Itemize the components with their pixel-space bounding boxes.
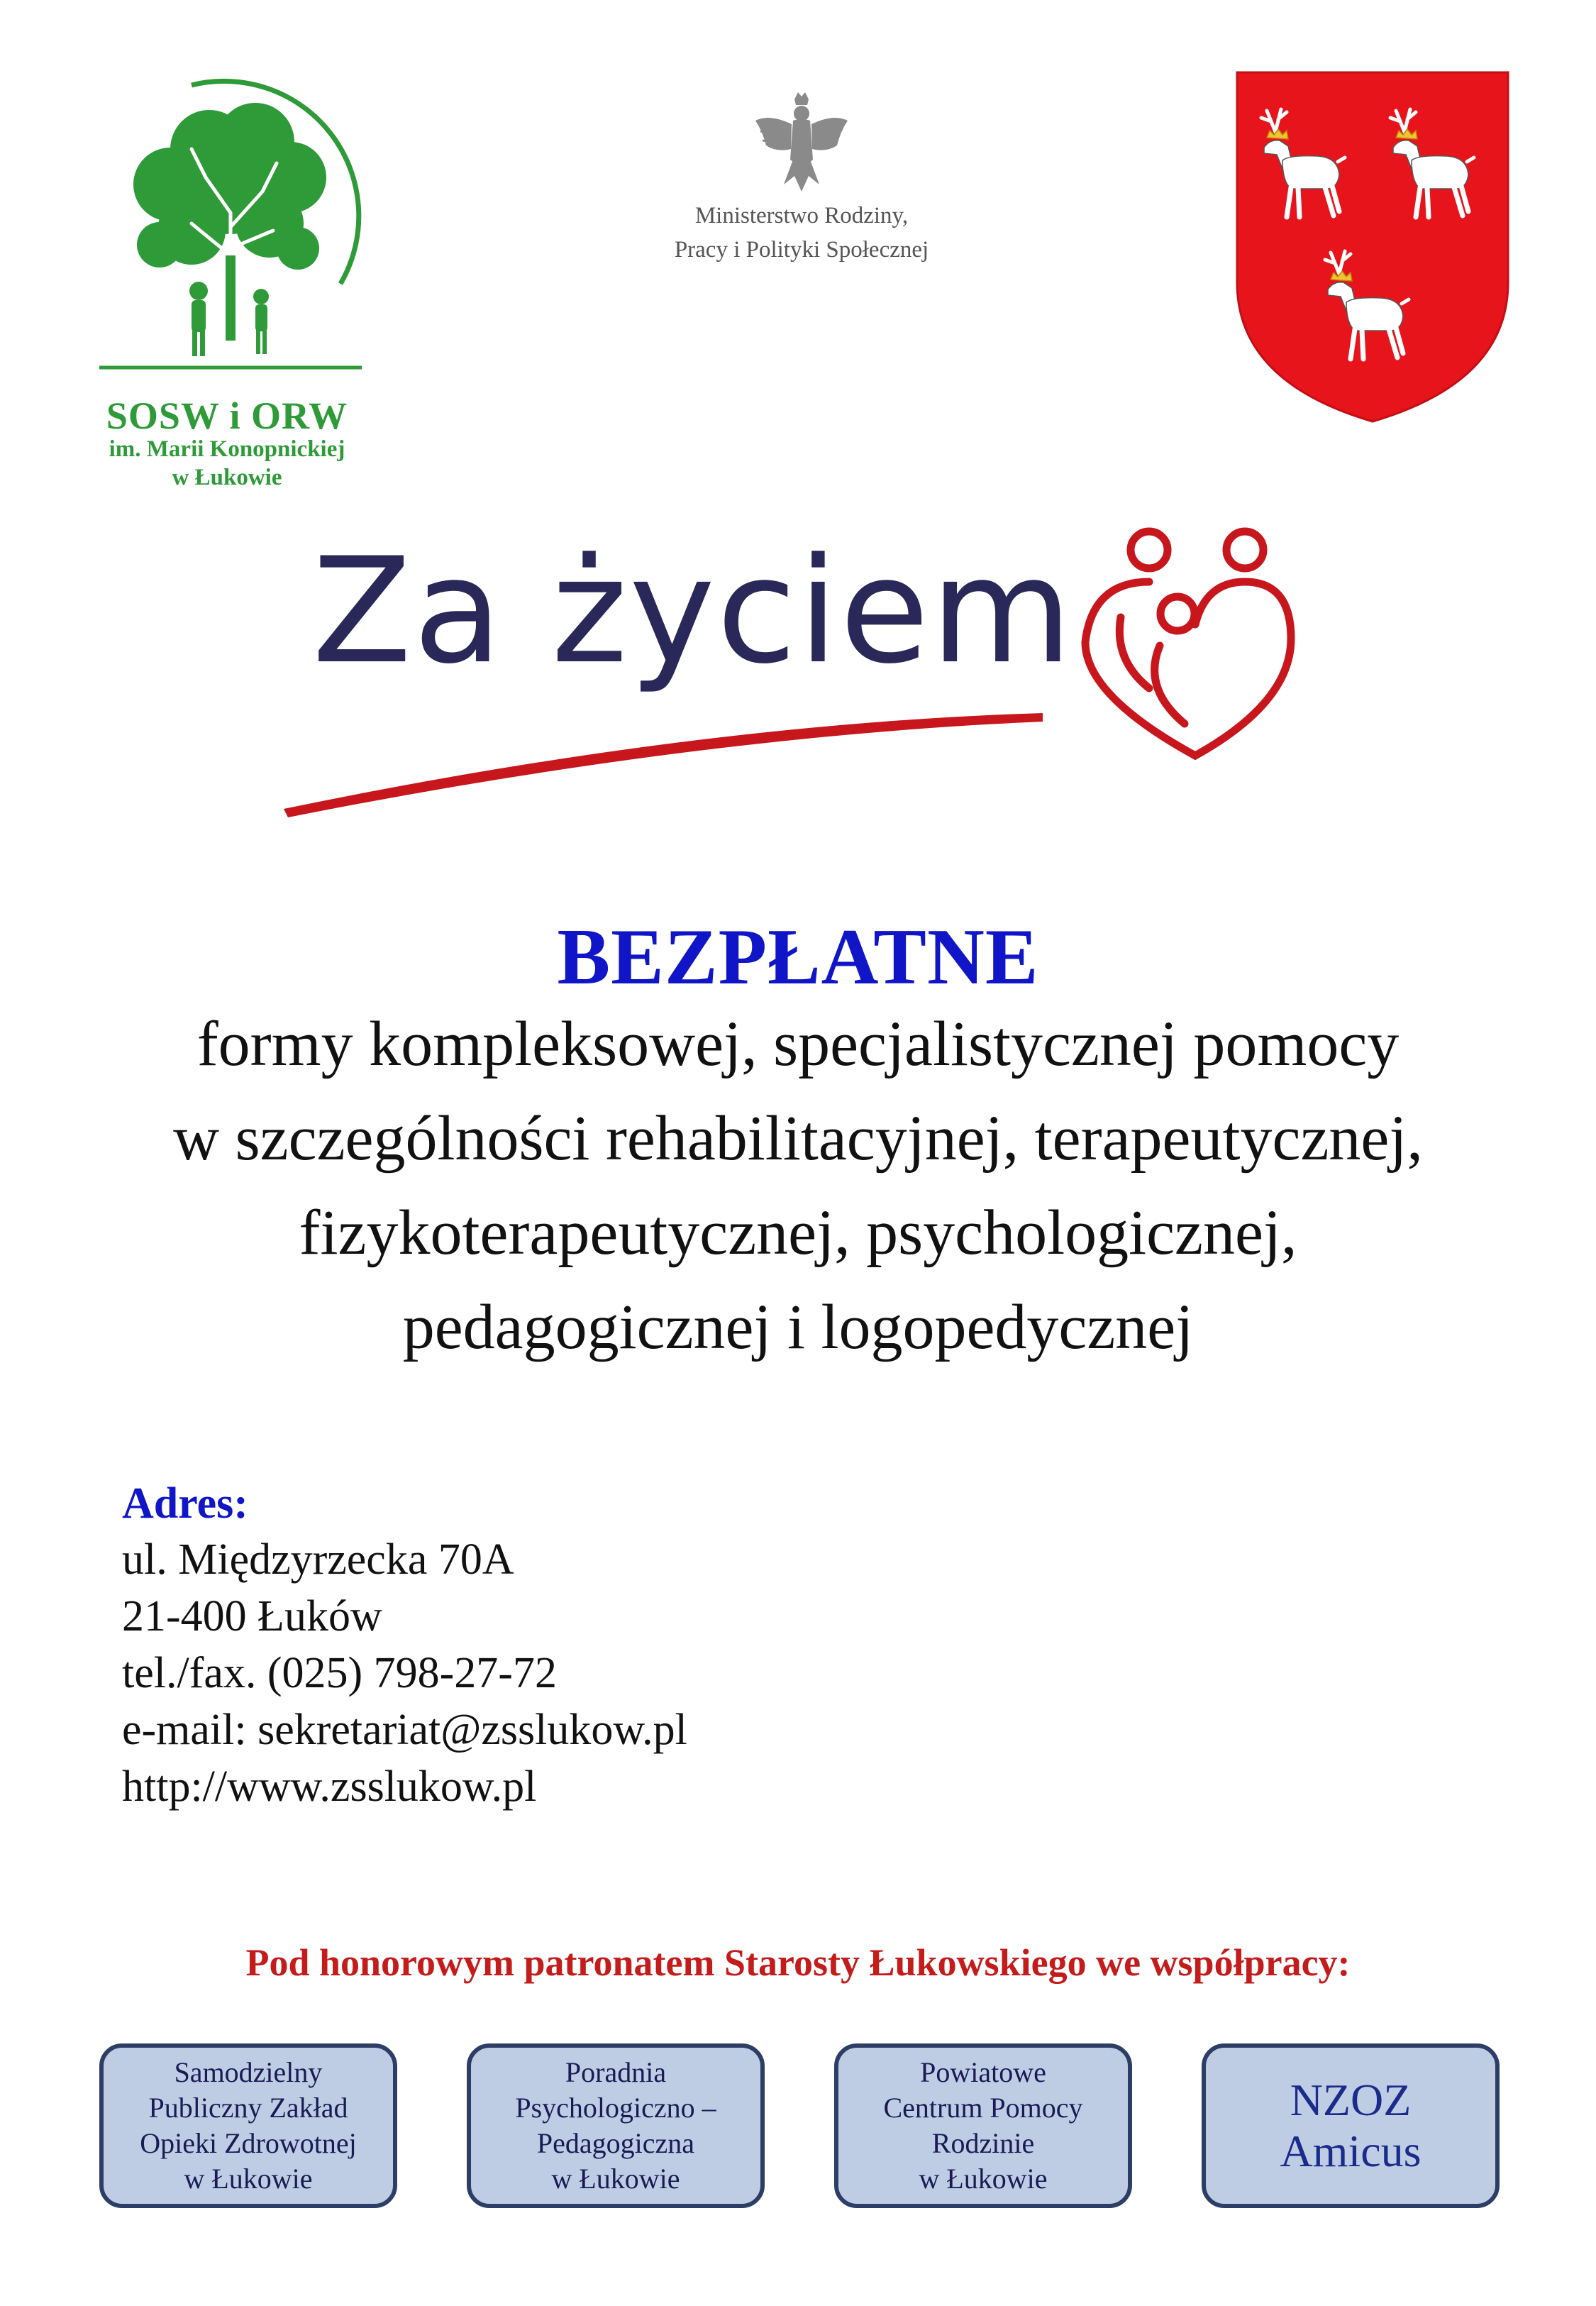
partner-line: Pedagogiczna (536, 2127, 695, 2159)
sosw-title: SOSW i ORW (106, 395, 348, 437)
partner-line: w Łukowie (551, 2163, 680, 2195)
description-line: w szczególności rehabilitacyjnej, terapeutycznej, (173, 1103, 1423, 1174)
partner-line: Samodzielny (174, 2056, 323, 2088)
eagle-emblem-icon (752, 92, 851, 199)
ministry-name-line2: Pracy i Polityki Społecznej (674, 237, 929, 263)
coat-of-arms-deer-icon (1234, 70, 1511, 424)
description-line: pedagogicznej i logopedycznej (402, 1292, 1194, 1362)
address-label: Adres: (122, 1479, 248, 1528)
partner-line: Psychologiczno – (515, 2092, 716, 2124)
partner-line: Centrum Pomocy (883, 2092, 1083, 2124)
address-street: ul. Międzyrzecka 70A (122, 1535, 514, 1584)
partner-line: Poradnia (565, 2056, 667, 2088)
partner-box-pcpr (834, 2043, 1132, 2208)
partner-line: Publiczny Zakład (148, 2092, 348, 2124)
partner-line: NZOZ (1290, 2075, 1412, 2125)
partner-box-nzoz-amicus (1202, 2043, 1500, 2208)
partner-line: Opieki Zdrowotnej (140, 2127, 357, 2159)
program-logo (270, 511, 1305, 844)
sosw-location: w Łukowie (172, 465, 282, 490)
description-line: formy kompleksowej, specjalistycznej pomocy (196, 1009, 1400, 1079)
partner-line: w Łukowie (919, 2163, 1048, 2195)
ministry-logo (589, 92, 1014, 284)
address-block (122, 1476, 687, 1815)
sosw-subtitle: im. Marii Konopnickiej (109, 436, 345, 462)
partner-line: Rodzinie (931, 2127, 1035, 2159)
partner-line: Amicus (1280, 2126, 1422, 2176)
partner-box-spzoz (99, 2043, 397, 2208)
red-swoosh-icon (284, 713, 1043, 817)
tree-icon (85, 71, 369, 390)
address-email[interactable]: e-mail: sekretariat@zsslukow.pl (122, 1706, 687, 1754)
partner-box-poradnia (467, 2043, 765, 2208)
address-city: 21-400 Łuków (122, 1592, 382, 1640)
coat-of-arms (1234, 70, 1511, 424)
partner-line: w Łukowie (184, 2163, 313, 2195)
address-website[interactable]: http://www.zsslukow.pl (122, 1762, 537, 1811)
partner-line: Powiatowe (920, 2056, 1046, 2088)
program-title: Za życiem (312, 527, 1074, 696)
ministry-name-line1: Ministerstwo Rodziny, (694, 203, 909, 228)
patronage-text: Pod honorowym patronatem Starosty Łukowskiego we współpracy: (245, 1941, 1351, 1984)
sosw-logo (85, 71, 369, 490)
description-line: fizykoterapeutycznej, psychologicznej, (299, 1198, 1297, 1268)
heart-family-icon (1085, 531, 1291, 756)
main-heading: BEZPŁATNE (557, 913, 1039, 1001)
address-phone: tel./fax. (025) 798-27-72 (122, 1649, 557, 1697)
